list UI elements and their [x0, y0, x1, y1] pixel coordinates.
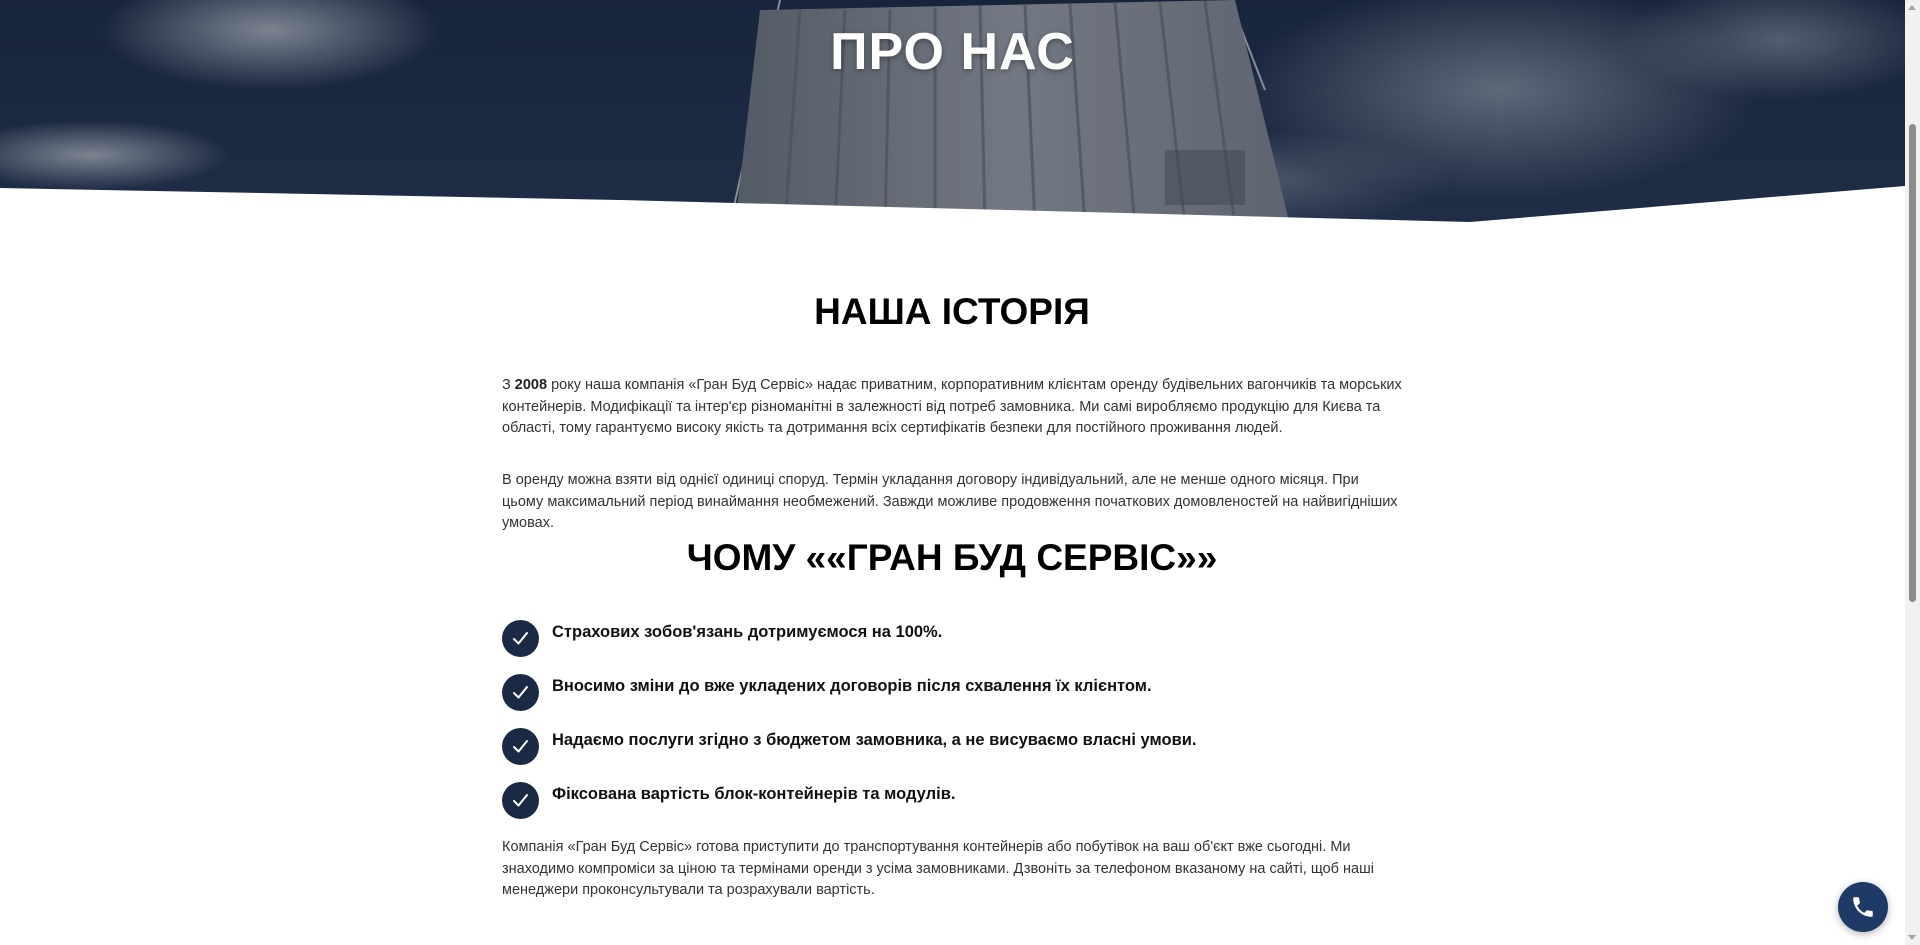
feature-text: Вносимо зміни до вже укладених договорів після схвалення їх клієнтом. — [552, 677, 1152, 695]
feature-item — [502, 728, 1402, 782]
check-circle-icon — [502, 620, 539, 657]
feature-item — [502, 782, 1402, 836]
feature-item — [502, 620, 1402, 674]
feature-text: Страхових зобов'язань дотримуємося на 100%. — [552, 623, 943, 641]
history-paragraph-1-rest: року наша компанія «Гран Буд Сервіс» надає приватним, корпоративним клієнтам оренду будівельних вагончиків та морських контейнерів. Модифікації та інтер'єр різноманітні в залежності від потреб замовника. Ми самі виробляємо продукцію для Києва та області, тому гарантуємо високу якість та дотримання всіх сертифікатів безпеки для постійного проживання людей. — [502, 377, 1402, 437]
history-paragraph-2: В оренду можна взяти від однієї одиниці споруд. Термін укладання договору індивідуальний, але не менше одного місяця. При цьому максимальний період винаймання необмежений. Завжди можливе продовження початкових домовленостей на найвигідніших умовах. — [502, 472, 1398, 532]
hero-banner — [0, 0, 1905, 230]
history-year: 2008 — [514, 377, 548, 393]
call-button[interactable] — [1838, 882, 1888, 932]
feature-item — [502, 674, 1402, 728]
feature-text: Надаємо послуги згідно з бюджетом замовника, а не висуваємо власні умови. — [552, 731, 1197, 749]
scroll-up-arrow-icon[interactable] — [1908, 5, 1916, 10]
feature-text: Фіксована вартість блок-контейнерів та модулів. — [552, 785, 956, 803]
history-paragraph-1-lead: З — [502, 377, 515, 393]
history-paragraph-1 — [502, 375, 1402, 440]
check-circle-icon — [502, 728, 539, 765]
phone-icon — [1850, 894, 1876, 920]
check-circle-icon — [502, 782, 539, 819]
history-heading: НАША ІСТОРІЯ — [814, 291, 1090, 332]
check-circle-icon — [502, 674, 539, 711]
scrollbar-thumb[interactable] — [1909, 124, 1916, 602]
page-scrollbar[interactable] — [1905, 0, 1920, 945]
page-title: ПРО НАС — [830, 23, 1075, 81]
closing-paragraph: Компанія «Гран Буд Сервіс» готова приступити до транспортування контейнерів або побутівок на ваш об'єкт вже сьогодні. Ми знаходимо компроміси за ціною та термінами оренди з усіма замовниками. Дзвоніть за телефоном вказаному на сайті, щоб наші менеджери проконсультували та розрахували вартість. — [502, 839, 1374, 899]
why-heading: ЧОМУ ««ГРАН БУД СЕРВІС»» — [686, 537, 1218, 578]
features-list — [502, 620, 1402, 836]
scroll-down-arrow-icon[interactable] — [1908, 935, 1916, 940]
